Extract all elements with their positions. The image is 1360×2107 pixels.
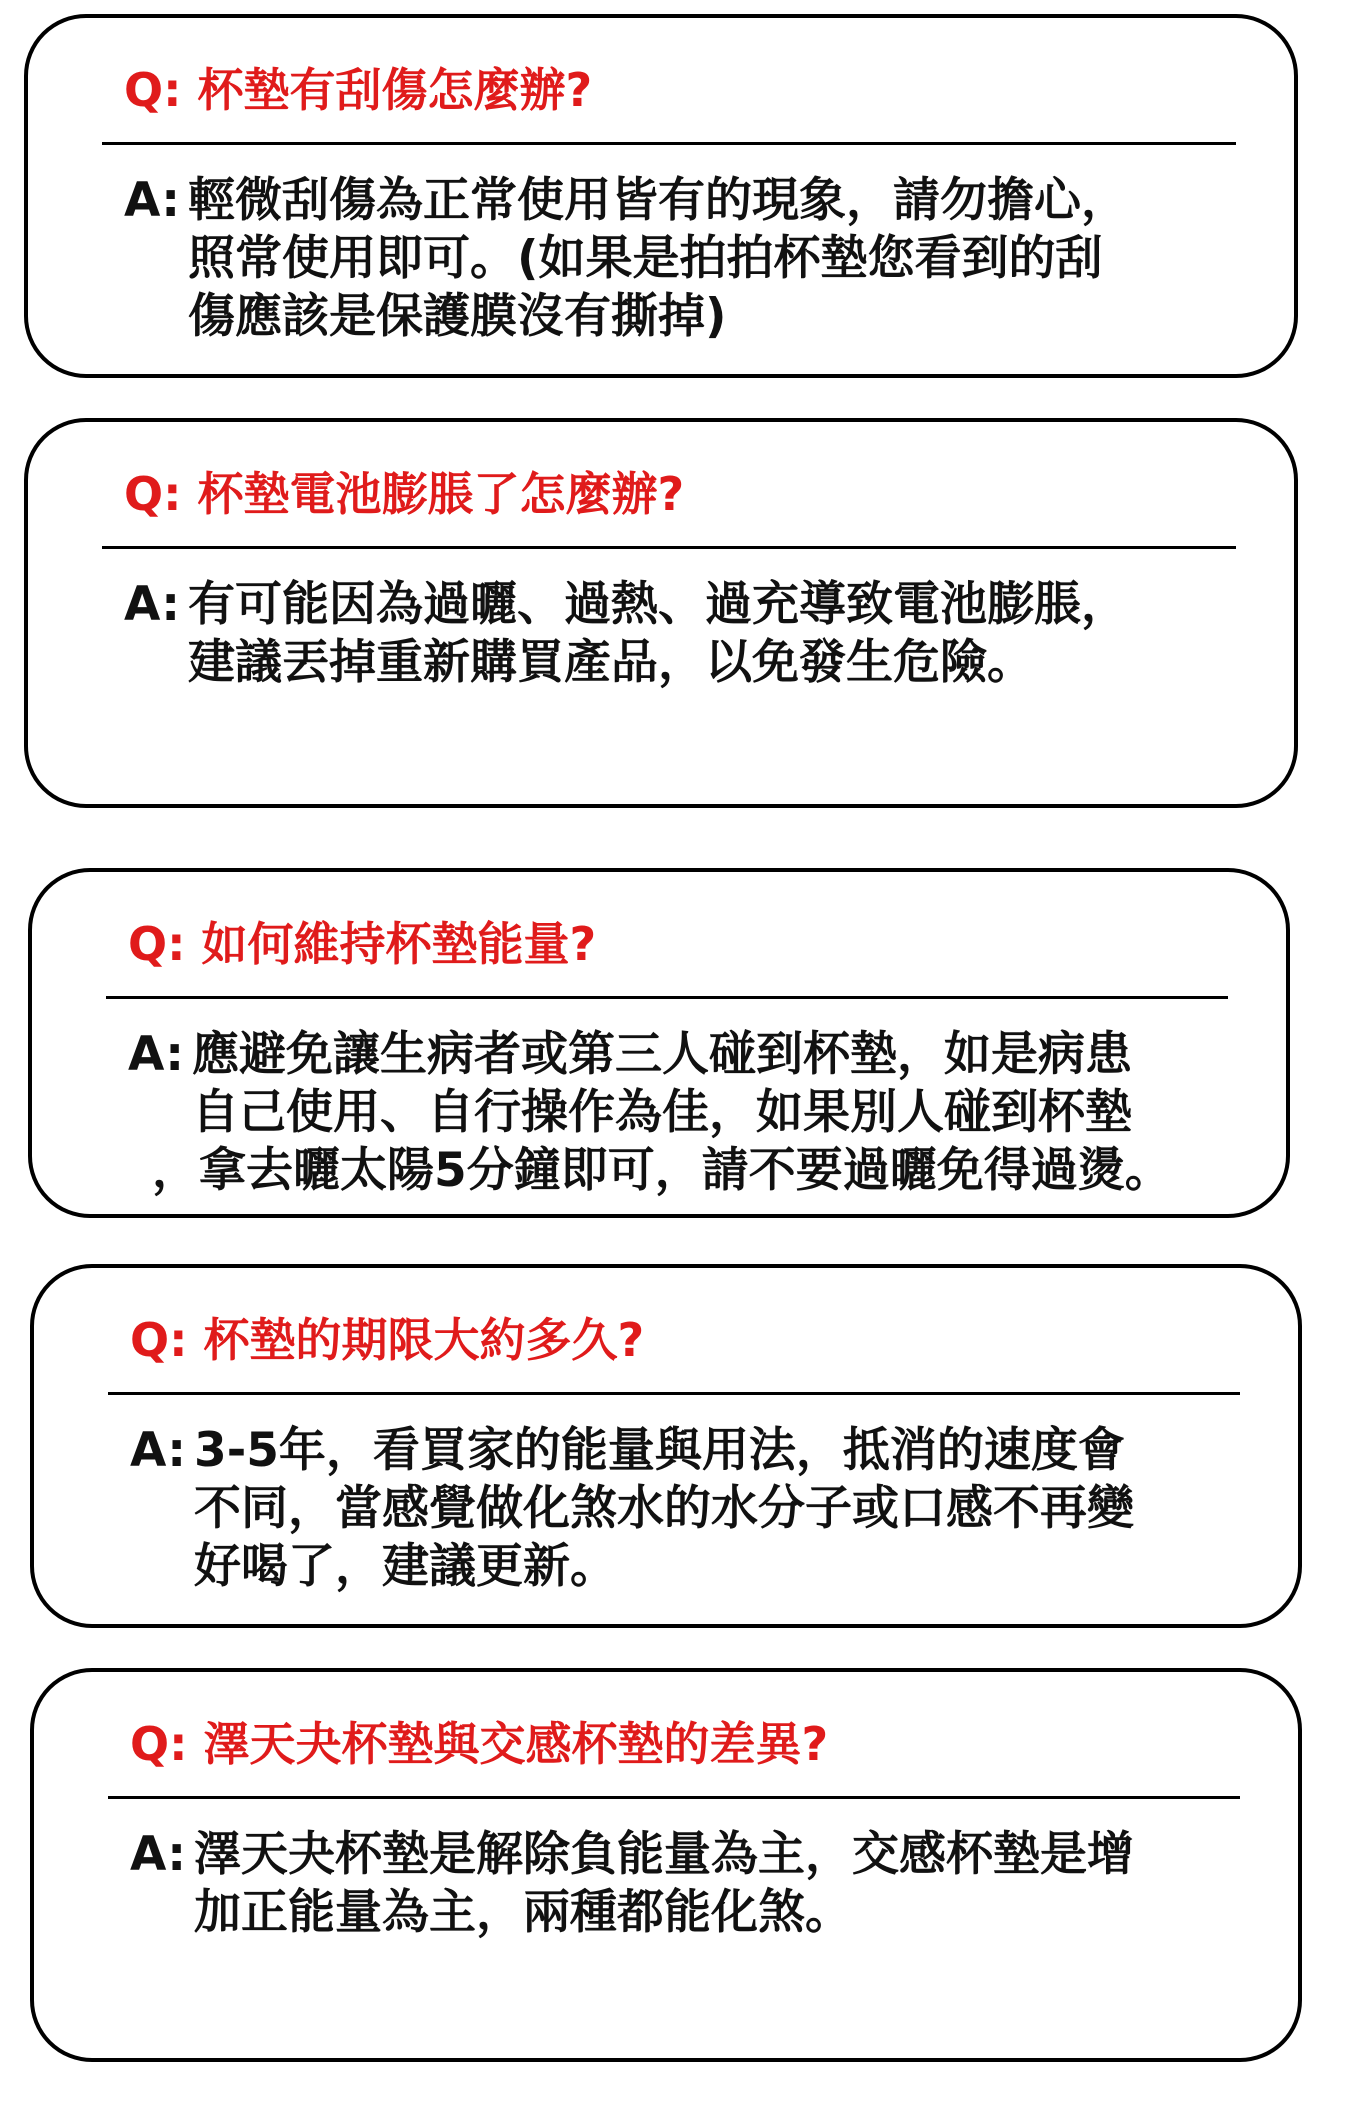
faq-answer bbox=[128, 1026, 1248, 1200]
faq-question: Q: 杯墊電池膨脹了怎麼辦? bbox=[124, 467, 685, 521]
faq-question: Q: 杯墊有刮傷怎麼辦? bbox=[124, 63, 593, 117]
answer-line: 照常使用即可。(如果是拍拍杯墊您看到的刮 bbox=[188, 231, 1103, 286]
divider bbox=[106, 996, 1228, 999]
faq-question: Q: 如何維持杯墊能量? bbox=[128, 917, 597, 971]
divider bbox=[108, 1392, 1240, 1395]
answer-line: 不同，當感覺做化煞水的水分子或口感不再變 bbox=[194, 1481, 1134, 1536]
faq-card bbox=[28, 868, 1290, 1218]
answer-line: 傷應該是保護膜沒有撕掉) bbox=[188, 289, 727, 344]
faq-answer bbox=[130, 1422, 1250, 1596]
faq-answer bbox=[124, 172, 1244, 346]
faq-question: Q: 杯墊的期限大約多久? bbox=[130, 1313, 645, 1367]
faq-question: Q: 澤天夬杯墊與交感杯墊的差異? bbox=[130, 1717, 829, 1771]
answer-line: 輕微刮傷為正常使用皆有的現象，請勿擔心， bbox=[188, 173, 1128, 228]
answer-line: 加正能量為主，兩種都能化煞。 bbox=[194, 1885, 852, 1940]
answer-prefix: A: bbox=[130, 1423, 187, 1478]
faq-card bbox=[30, 1668, 1302, 2062]
answer-line: 好喝了，建議更新。 bbox=[194, 1539, 617, 1594]
divider bbox=[102, 142, 1236, 145]
answer-line: 自己使用、自行操作為佳，如果別人碰到杯墊 bbox=[192, 1085, 1132, 1140]
answer-line: 建議丟掉重新購買產品，以免發生危險。 bbox=[188, 635, 1034, 690]
answer-prefix: A: bbox=[124, 173, 181, 228]
answer-line: 應避免讓生病者或第三人碰到杯墊，如是病患 bbox=[192, 1027, 1132, 1082]
faq-card bbox=[30, 1264, 1302, 1628]
answer-line: 有可能因為過曬、過熱、過充導致電池膨脹， bbox=[188, 577, 1128, 632]
divider bbox=[108, 1796, 1240, 1799]
answer-line: ，拿去曬太陽5分鐘即可，請不要過曬免得過燙。 bbox=[152, 1143, 1172, 1198]
answer-prefix: A: bbox=[130, 1827, 187, 1882]
faq-answer bbox=[124, 576, 1244, 692]
answer-line: 澤天夬杯墊是解除負能量為主，交感杯墊是增 bbox=[194, 1827, 1134, 1882]
faq-answer bbox=[130, 1826, 1250, 1942]
answer-prefix: A: bbox=[124, 577, 181, 632]
divider bbox=[102, 546, 1236, 549]
answer-line: 3-5年，看買家的能量與用法，抵消的速度會 bbox=[194, 1423, 1125, 1478]
faq-card bbox=[24, 14, 1298, 378]
faq-card bbox=[24, 418, 1298, 808]
answer-prefix: A: bbox=[128, 1027, 185, 1082]
